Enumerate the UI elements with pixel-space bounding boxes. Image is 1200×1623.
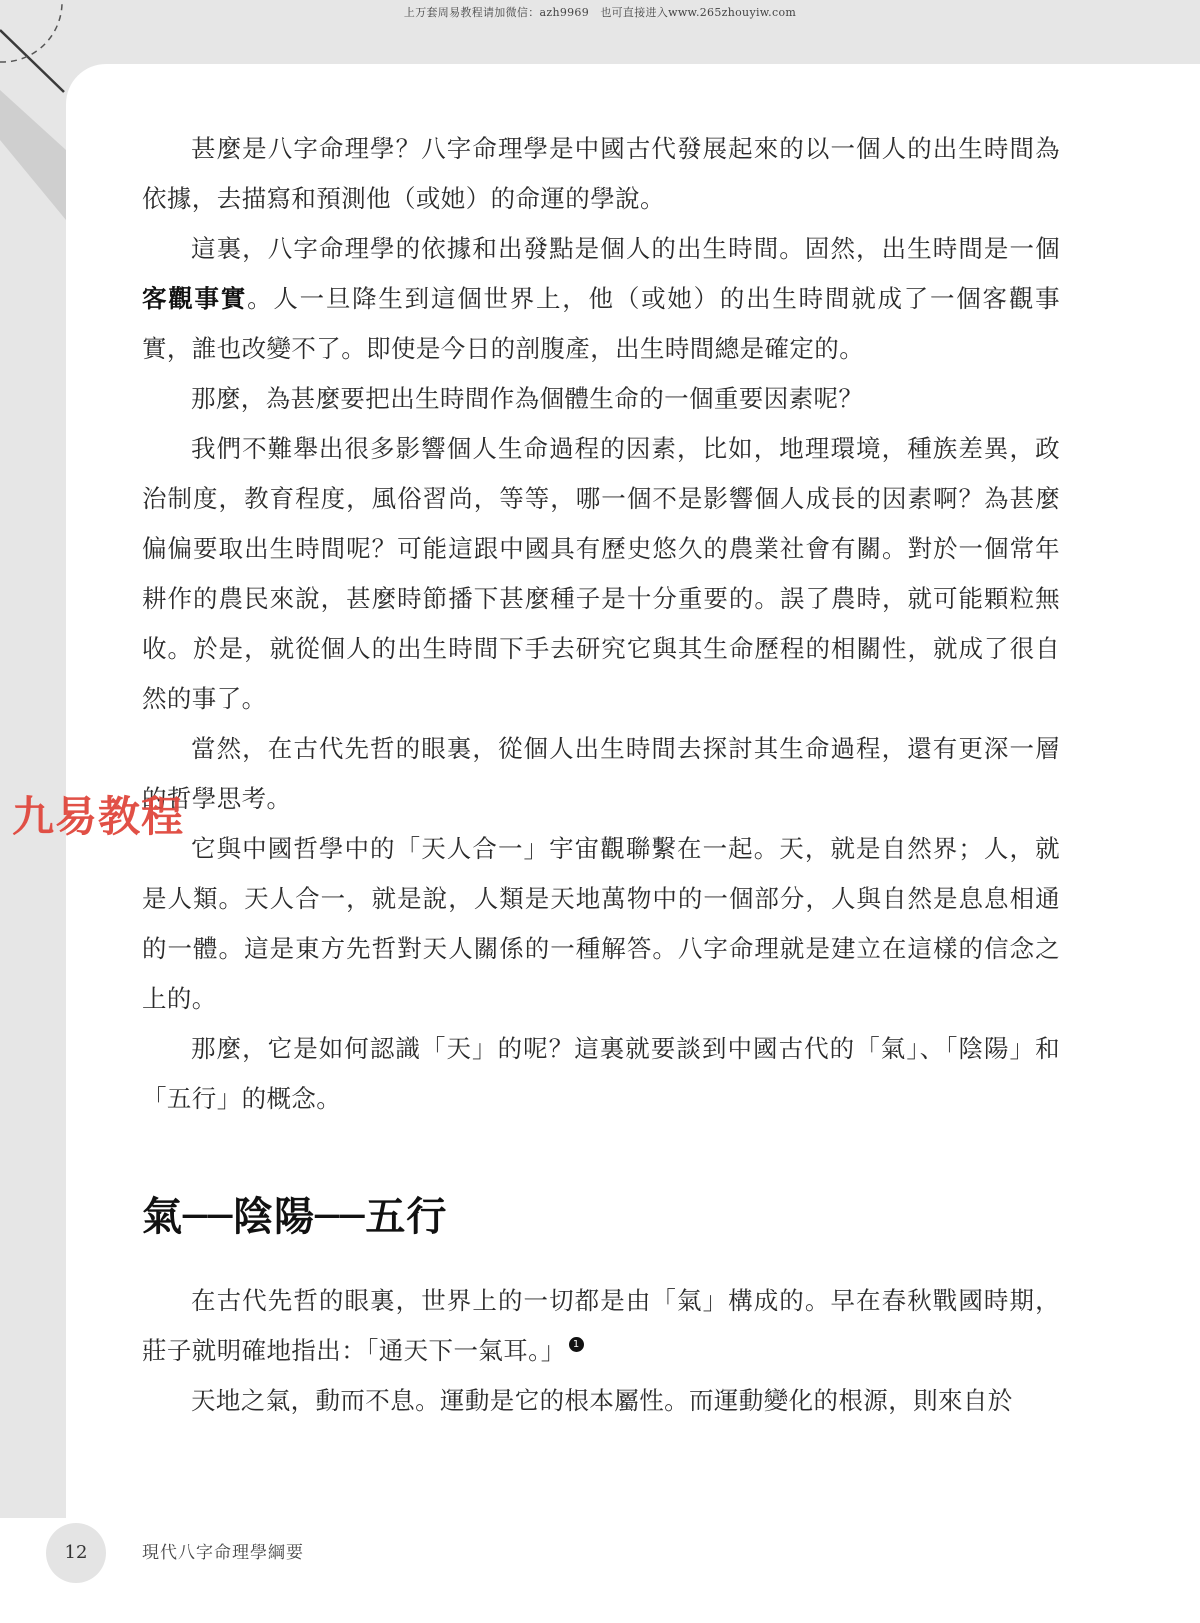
running-title: 現代八字命理學綱要 bbox=[142, 1543, 304, 1563]
page-number: 12 bbox=[46, 1523, 106, 1583]
paragraph: 它與中國哲學中的「天人合一」宇宙觀聯繫在一起。天，就是自然界；人，就是人類。天人合一，就是說，人類是天地萬物中的一個部分，人與自然是息息相通的一體。這是東方先哲對天人關係的一種解答。八字命理就是建立在這樣的信念之上的。 bbox=[142, 834, 1060, 1013]
paragraph: 這裏，八字命理學的依據和出發點是個人的出生時間。固然，出生時間是一個客觀事實。人一旦降生到這個世界上，他（或她）的出生時間就成了一個客觀事實，誰也改變不了。即使是今日的剖腹產，出生時間總是確定的。 bbox=[142, 234, 1060, 363]
page-footer-area bbox=[0, 1518, 1200, 1623]
paragraph: 在古代先哲的眼裏，世界上的一切都是由「氣」構成的。早在春秋戰國時期，莊子就明確地指出：「通天下一氣耳。」 1 bbox=[142, 1286, 1060, 1365]
paragraph: 甚麼是八字命理學？八字命理學是中國古代發展起來的以一個人的出生時間為依據，去描寫和預測他（或她）的命運的學說。 bbox=[142, 134, 1060, 213]
paragraph: 那麼，為甚麼要把出生時間作為個體生命的一個重要因素呢？ bbox=[191, 384, 864, 413]
main-content bbox=[142, 124, 1060, 1426]
bold-term: 客觀事實 bbox=[142, 284, 248, 313]
top-banner: 上万套周易教程请加微信：azh9969 也可直接进入www.265zhouyiw.com bbox=[403, 6, 797, 19]
watermark-logo: 九易教程 bbox=[12, 792, 185, 841]
paragraph: 天地之氣，動而不息。運動是它的根本屬性。而運動變化的根源，則來自於 bbox=[191, 1386, 1013, 1415]
footnote-marker[interactable]: 1 bbox=[569, 1337, 584, 1352]
paragraph: 當然，在古代先哲的眼裏，從個人出生時間去探討其生命過程，還有更深一層的哲學思考。 bbox=[142, 734, 1060, 813]
section-heading: 氣──陰陽──五行 bbox=[142, 1193, 448, 1240]
paragraph: 那麼，它是如何認識「天」的呢？這裏就要談到中國古代的「氣」、「陰陽」和「五行」的概念。 bbox=[142, 1034, 1060, 1113]
paragraph: 我們不難舉出很多影響個人生命過程的因素，比如，地理環境，種族差異，政治制度，教育程度，風俗習尚，等等，哪一個不是影響個人成長的因素啊？為甚麼偏偏要取出生時間呢？可能這跟中國具有歷史悠久的農業社會有關。對於一個常年耕作的農民來說，甚麼時節播下甚麼種子是十分重要的。誤了農時，就可能顆粒無收。於是，就從個人的出生時間下手去研究它與其生命歷程的相關性，就成了很自然的事了。 bbox=[142, 434, 1060, 713]
